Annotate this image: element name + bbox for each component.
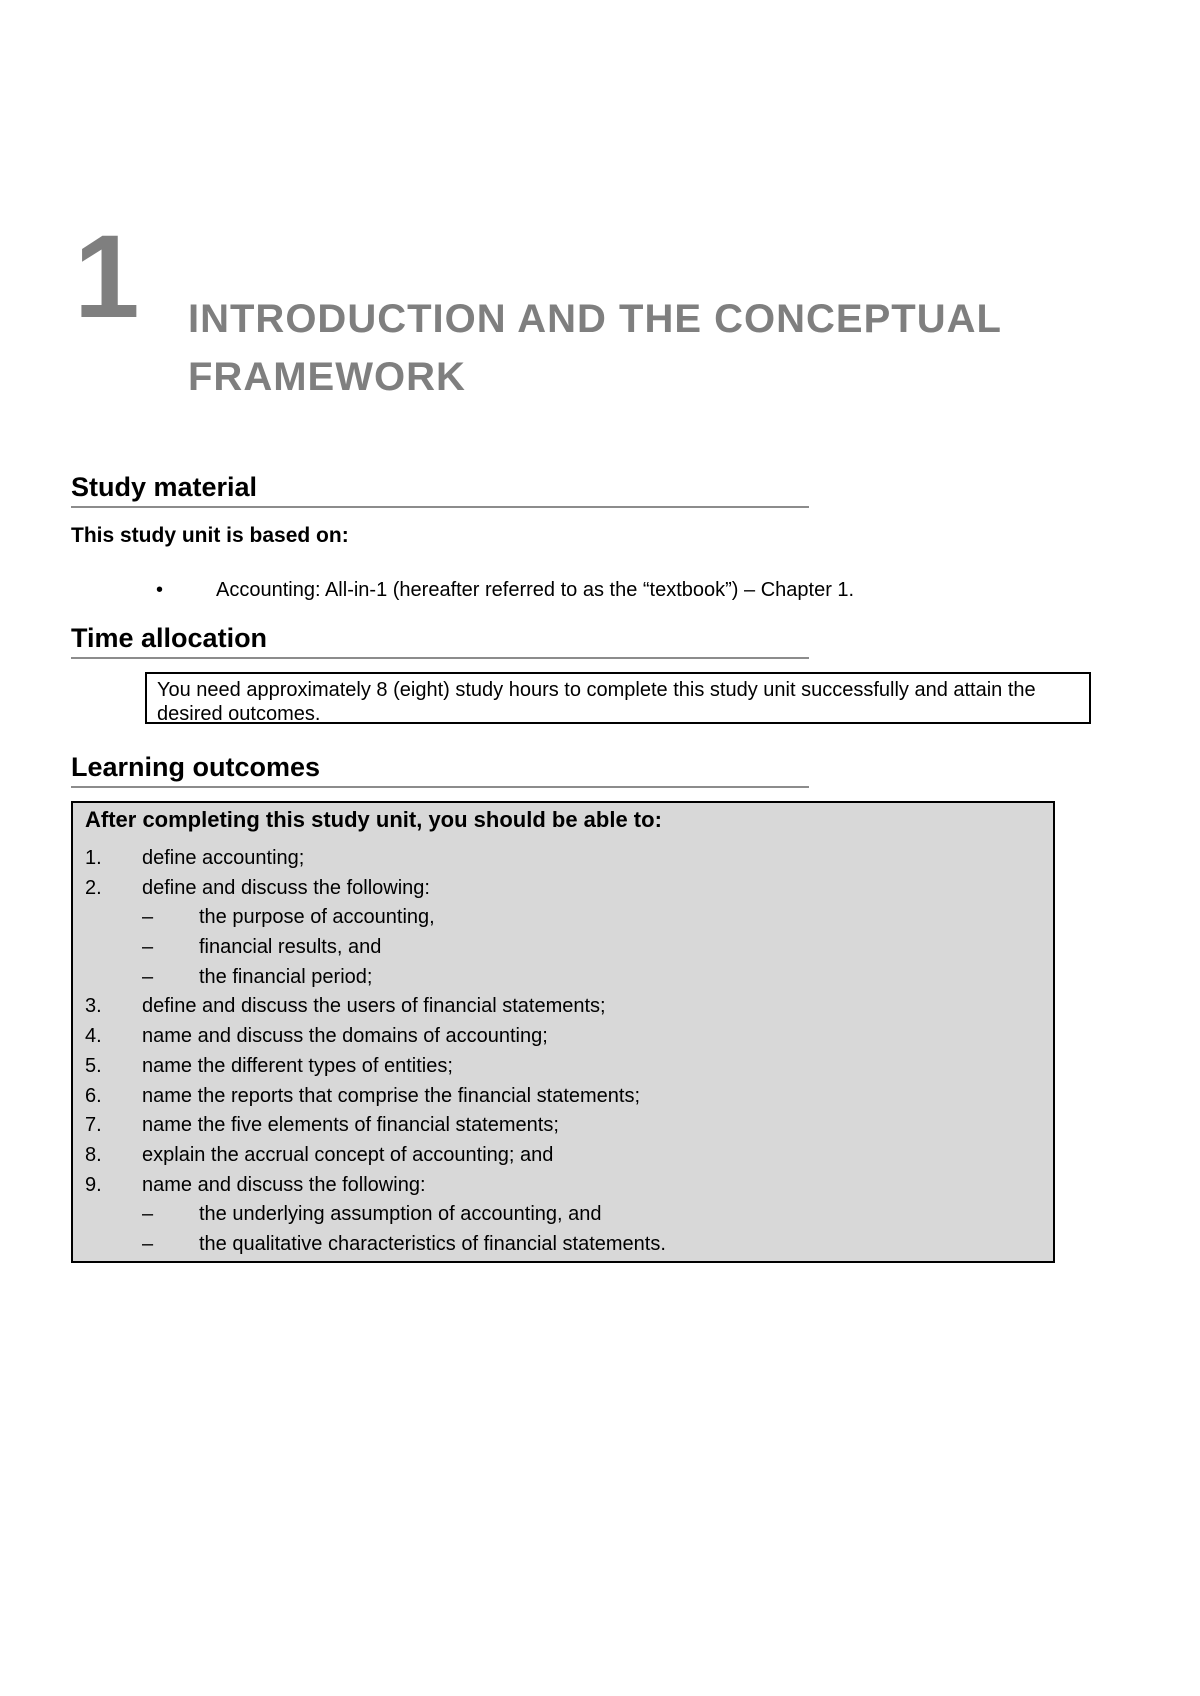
chapter-title-line-2: FRAMEWORK xyxy=(188,355,466,399)
outcome-item xyxy=(85,992,1041,1022)
outcome-item xyxy=(85,1141,1041,1171)
outcome-text: name the reports that comprise the financial statements; xyxy=(142,1084,641,1107)
outcome-number: 7. xyxy=(85,1114,102,1137)
study-material-item xyxy=(156,576,854,604)
outcome-item xyxy=(85,844,1041,874)
outcome-item xyxy=(85,1200,1041,1230)
outcome-item xyxy=(85,1171,1041,1201)
outcome-item xyxy=(85,1111,1041,1141)
bullet-icon: • xyxy=(156,579,164,601)
dash-icon: – xyxy=(142,936,154,959)
outcome-item xyxy=(85,933,1041,963)
study-material-item-text: Accounting: All-in-1 (hereafter referred to as the “textbook”) – Chapter 1. xyxy=(216,579,855,601)
outcome-text: explain the accrual concept of accounting; and xyxy=(142,1143,554,1166)
chapter-number: 1 xyxy=(74,211,140,343)
outcome-item xyxy=(85,963,1041,993)
dash-icon: – xyxy=(142,1232,154,1255)
outcome-number: 2. xyxy=(85,876,102,899)
time-allocation-box: You need approximately 8 (eight) study hours to complete this study unit successfully and attain the desired outcomes. xyxy=(145,672,1091,724)
outcome-number: 5. xyxy=(85,1054,102,1077)
outcome-text: the financial period; xyxy=(199,965,373,988)
outcome-item xyxy=(85,874,1041,904)
outcome-text: name and discuss the domains of accounting; xyxy=(142,1025,548,1048)
learning-outcomes-intro: After completing this study unit, you should be able to: xyxy=(85,807,662,832)
learning-outcomes-list xyxy=(85,844,1041,1260)
outcome-item xyxy=(85,1230,1041,1260)
outcome-text: name the five elements of financial statements; xyxy=(142,1114,559,1137)
chapter-title xyxy=(188,290,1148,406)
outcome-text: financial results, and xyxy=(199,936,382,959)
outcome-number: 8. xyxy=(85,1143,102,1166)
outcome-item xyxy=(85,1052,1041,1082)
outcome-text: define and discuss the users of financial statements; xyxy=(142,995,606,1018)
outcome-text: name the different types of entities; xyxy=(142,1054,453,1077)
outcome-number: 1. xyxy=(85,847,102,869)
outcome-text: the underlying assumption of accounting, and xyxy=(199,1203,602,1226)
outcome-text: name and discuss the following: xyxy=(142,1173,426,1196)
outcome-number: 4. xyxy=(85,1025,102,1048)
outcome-item xyxy=(85,1022,1041,1052)
chapter-title-line-1: INTRODUCTION AND THE CONCEPTUAL xyxy=(188,297,1002,341)
outcome-item xyxy=(85,1082,1041,1112)
outcome-item xyxy=(85,903,1041,933)
dash-icon: – xyxy=(142,965,154,988)
outcome-number: 6. xyxy=(85,1084,102,1107)
outcome-number: 9. xyxy=(85,1173,102,1196)
outcome-number: 3. xyxy=(85,995,102,1018)
outcome-text: define accounting; xyxy=(142,847,305,869)
dash-icon: – xyxy=(142,1203,154,1226)
learning-outcomes-box xyxy=(71,801,1055,1263)
dash-icon: – xyxy=(142,906,154,929)
study-material-subheading: This study unit is based on: xyxy=(71,524,349,547)
study-material-heading: Study material xyxy=(71,470,809,508)
learning-outcomes-heading: Learning outcomes xyxy=(71,750,809,788)
outcome-text: define and discuss the following: xyxy=(142,876,430,899)
outcome-text: the purpose of accounting, xyxy=(199,906,435,929)
time-allocation-heading: Time allocation xyxy=(71,621,809,659)
outcome-text: the qualitative characteristics of financial statements. xyxy=(199,1232,666,1255)
